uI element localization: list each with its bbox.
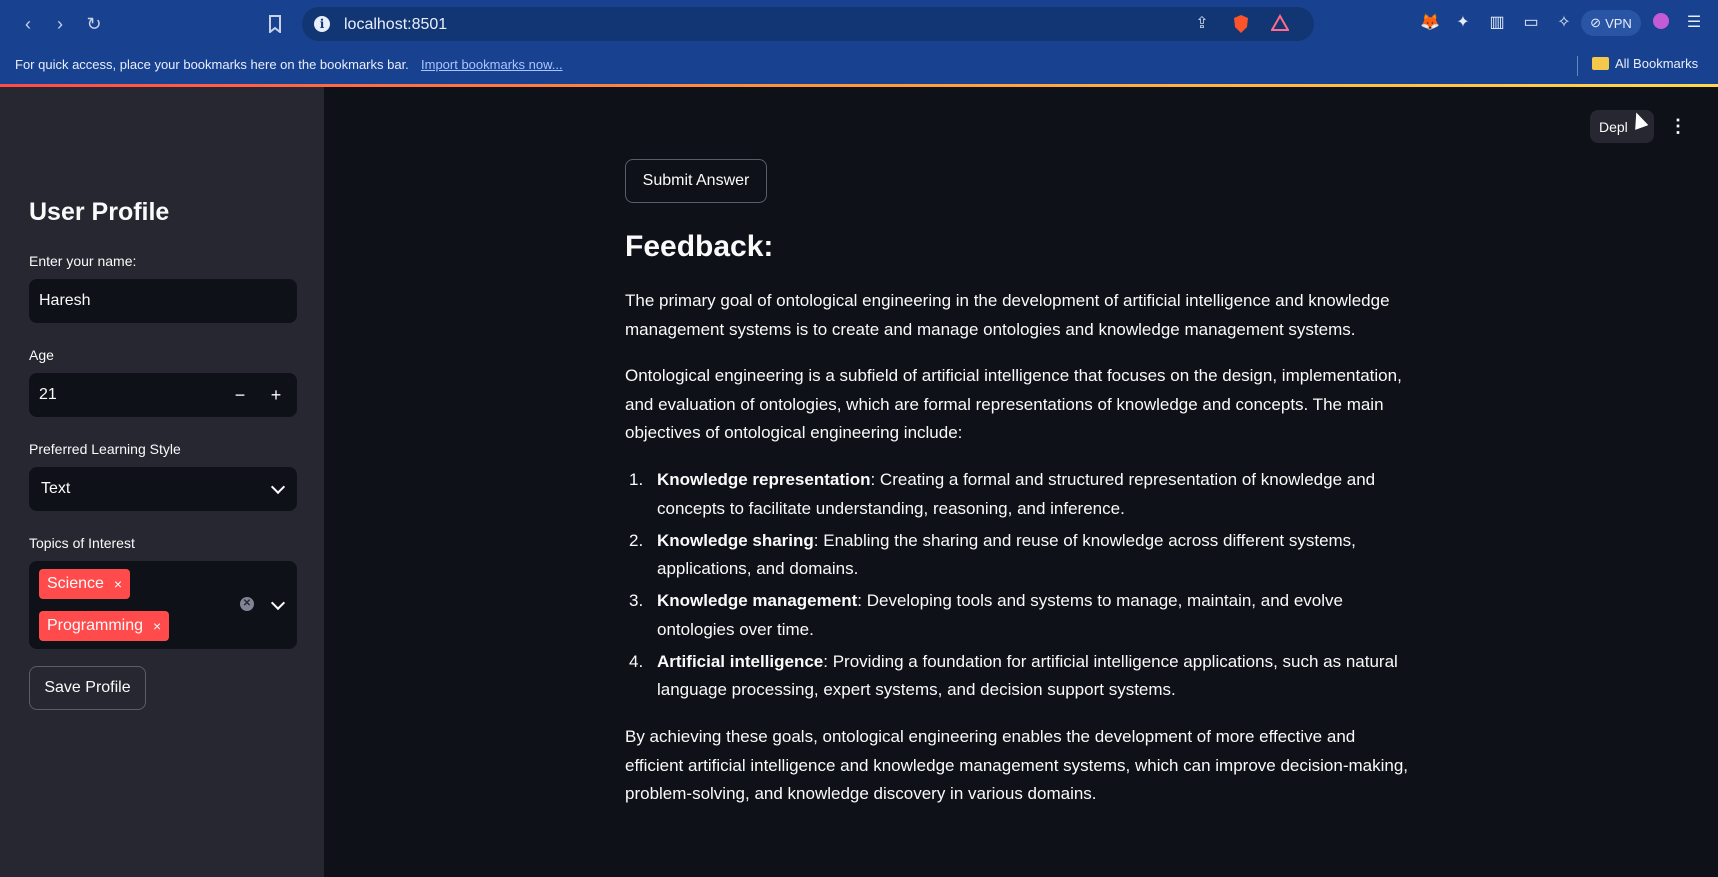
age-number-input[interactable] [29,373,297,417]
sidebar-title: User Profile [29,198,170,226]
topic-chip-science [39,569,130,599]
back-icon[interactable]: ‹ [25,13,31,34]
bookmarks-hint: For quick access, place your bookmarks here on the bookmarks bar. [15,57,409,72]
vpn-button[interactable] [1581,10,1641,36]
list-number: 3. [629,591,644,610]
list-text: : Providing a foundation for artificial intelligence applications, such as natural language processing, expert systems, and decision support systems. [657,651,1398,699]
vpn-status-icon: ⊘ [1590,15,1602,30]
extensions-icon[interactable]: ✦ [1456,14,1470,31]
list-item [625,527,1417,584]
address-bar[interactable] [302,7,1314,41]
list-number: 2. [629,530,644,550]
all-bookmarks-label: All Bookmarks [1615,56,1699,71]
list-item [625,587,1417,644]
submit-answer-button[interactable]: Submit Answer [625,159,767,203]
sidebar-toggle-icon[interactable]: ▥ [1489,14,1505,31]
chevron-down-icon [271,596,285,610]
browser-menu-icon[interactable]: ☰ [1686,14,1702,31]
list-text: : Creating a formal and structured representation of knowledge and concepts to facilitate understanding, reasoning, and inference. [657,470,1376,518]
age-value: 21 [39,386,57,403]
list-number: 1. [629,470,644,489]
site-info-icon[interactable]: i [314,16,330,32]
list-term: Knowledge representation [657,470,871,489]
forward-icon[interactable]: › [57,13,63,34]
vpn-label: VPN [1605,15,1632,31]
profile-avatar[interactable] [1650,12,1672,34]
save-profile-button[interactable]: Save Profile [29,666,146,710]
reload-icon[interactable]: ↻ [86,13,102,34]
topic-chip-label: Programming [47,617,144,634]
list-term: Artificial intelligence [657,651,824,671]
clear-all-icon[interactable]: ✕ [240,597,254,611]
brave-shields-icon[interactable] [1231,14,1251,34]
learning-style-value: Text [41,480,71,497]
topic-chip-label: Science [47,575,104,592]
topics-multiselect[interactable] [29,561,297,649]
import-bookmarks-link[interactable]: Import bookmarks now... [421,57,563,72]
remove-chip-icon[interactable]: × [113,576,123,592]
bookmarks-bar [0,46,1718,86]
list-text: : Enabling the sharing and reuse of knowledge across different systems, applications, and domains. [657,530,1356,578]
list-number: 4. [629,651,644,671]
remove-chip-icon[interactable]: × [153,618,162,634]
feedback-paragraph-3: By achieving these goals, ontological engineering enables the development of more effective and efficient artificial intelligence and knowledge management systems, which can improve decision-making, problem-solving, and knowledge discovery in various domains. [625,727,1409,803]
feedback-heading: Feedback: [625,230,774,263]
age-decrement-button[interactable]: − [234,385,246,405]
topic-chip-programming [39,611,169,641]
folder-icon [1592,57,1609,70]
bookmark-icon[interactable] [263,12,287,36]
list-item [625,648,1417,705]
age-label: Age [29,347,54,363]
topics-label: Topics of Interest [29,535,135,551]
brave-rewards-icon[interactable] [1270,14,1290,34]
list-text: : Developing tools and systems to manage, maintain, and evolve ontologies over time. [657,591,1343,639]
browser-toolbar [0,0,1718,46]
share-icon[interactable]: ⇪ [1195,15,1209,32]
deploy-button[interactable]: Depl [1590,110,1654,143]
bookmarks-divider [1577,56,1578,76]
learning-style-select[interactable] [29,467,297,511]
age-increment-button[interactable]: + [270,385,282,405]
feedback-paragraph-2: Ontological engineering is a subfield of artificial intelligence that focuses on the design, implementation, and evaluation of ontologies, which are formal representations of knowledge and concepts. The main objectives of ontological engineering include: [625,366,1402,442]
name-value: Haresh [39,292,91,309]
metamask-icon[interactable]: 🦊 [1420,14,1440,31]
name-input[interactable] [29,279,297,323]
all-bookmarks-button[interactable] [1592,56,1698,71]
main-menu-icon[interactable]: ⋮ [1669,116,1687,136]
list-term: Knowledge sharing [657,530,814,550]
chevron-down-icon [271,480,285,494]
name-label: Enter your name: [29,253,137,269]
list-term: Knowledge management [657,591,858,610]
objectives-list [625,466,1417,708]
feedback-paragraph-1: The primary goal of ontological engineering in the development of artificial intelligence and knowledge management systems is to create and manage ontologies and knowledge management systems. [625,291,1390,339]
leo-ai-icon[interactable]: ✧ [1557,14,1571,31]
url-text: localhost:8501 [344,16,448,33]
list-item [625,466,1417,523]
wallet-icon[interactable]: ▭ [1523,14,1539,31]
learning-style-label: Preferred Learning Style [29,441,181,457]
